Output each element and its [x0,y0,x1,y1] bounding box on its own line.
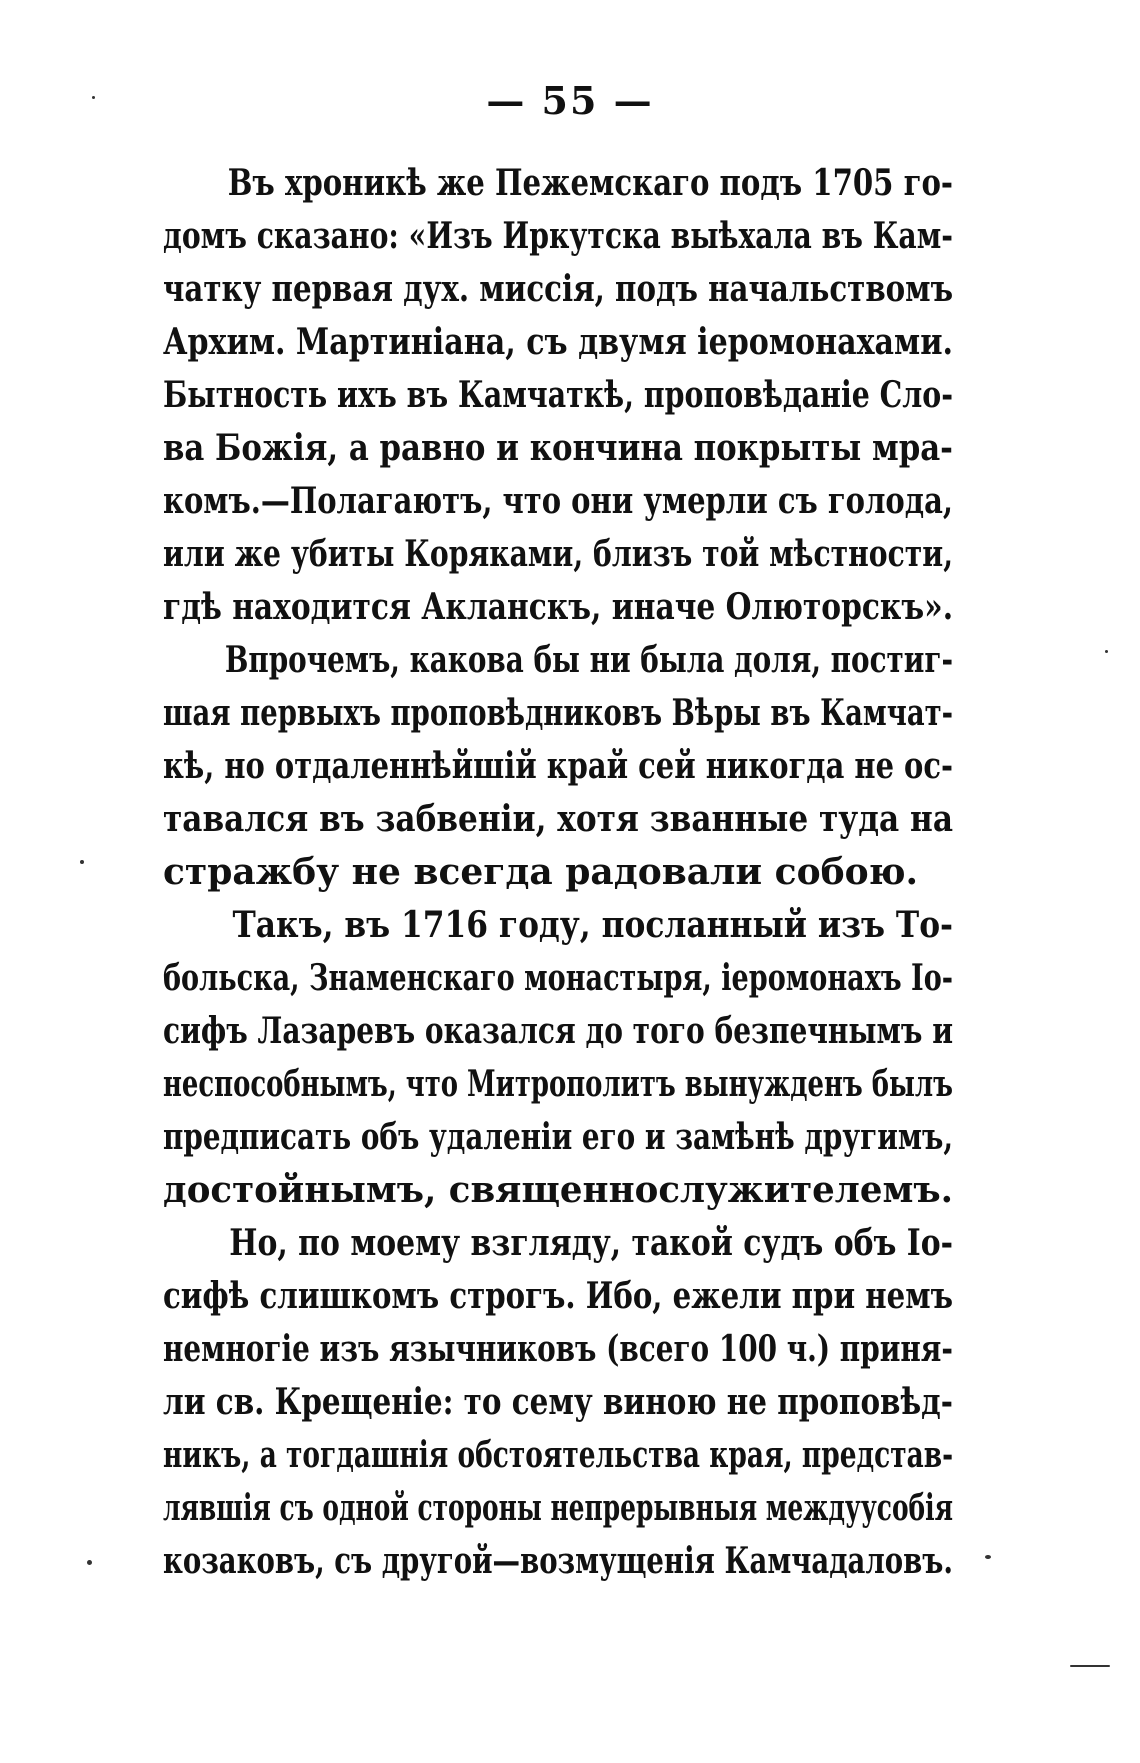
text-line: неспособнымъ, что Митрополитъ вынужденъ былъ [163,1063,953,1105]
text-line: Впрочемъ, какова бы ни была доля, постиг- [224,639,954,681]
page-number: — 55 — [486,78,654,123]
text-line: ли св. Крещеніе: то сему виною не проповѣд- [163,1381,953,1423]
text-line: шая первыхъ проповѣдниковъ Вѣры въ Камчат- [163,692,954,734]
text-line: стражбу не всегда радовали собою. [163,851,919,893]
text-line: комъ.—Полагаютъ, что они умерли съ голода, [163,480,954,522]
text-line: больска, Знаменскаго монастыря, іеромонахъ Іо- [163,957,954,999]
text-line: ва Божія, а равно и кончина покрыты мра- [163,427,953,469]
text-line: Архим. Мартиніана, съ двумя іеромонахами. [163,321,954,363]
text-line: предписать объ удаленіи его и замѣнѣ другимъ, [163,1116,954,1158]
text-line: немногіе изъ язычниковъ (всего 100 ч.) приня- [163,1328,953,1370]
text-line: кѣ, но отдаленнѣйшій край сей никогда не ос- [163,745,953,787]
text-line: Но, по моему взгляду, такой судъ объ Іо- [229,1222,954,1264]
text-line: домъ сказано: «Изъ Иркутска выѣхала въ Кам- [163,215,953,257]
text-line: никъ, а тогдашнія обстоятельства края, представ- [163,1434,954,1476]
text-line: Бытность ихъ въ Камчаткѣ, проповѣданіе Сло- [163,374,953,416]
scan-speck [80,860,84,864]
text-line: лявшія съ одной стороны непрерывныя междуусобія [163,1487,953,1529]
scan-speck [87,1560,92,1565]
text-line: тавался въ забвеніи, хотя званные туда на [163,798,954,840]
text-line: козаковъ, съ другой—возмущенія Камчадаловъ. [163,1540,953,1582]
text-line: сифѣ слишкомъ строгъ. Ибо, ежели при немъ [163,1275,954,1317]
scan-speck [92,96,95,99]
scan-speck [1105,650,1108,653]
text-line: сифъ Лазаревъ оказался до того безпечнымъ и [163,1010,954,1052]
text-line: чатку первая дух. миссія, подъ начальствомъ [163,268,954,310]
text-line: или же убиты Коряками, близъ той мѣстности, [163,533,954,575]
text-line: достойнымъ, священнослужителемъ. [163,1169,954,1211]
text-line: гдѣ находится Акланскъ, иначе Олюторскъ». [163,586,954,628]
body-text [163,157,953,1588]
scan-speck [1070,1665,1110,1667]
scan-speck [985,1555,991,1559]
text-line: Такъ, въ 1716 году, посланный изъ То- [232,904,954,946]
text-line: Въ хроникѣ же Пежемскаго подъ 1705 го- [227,162,954,204]
